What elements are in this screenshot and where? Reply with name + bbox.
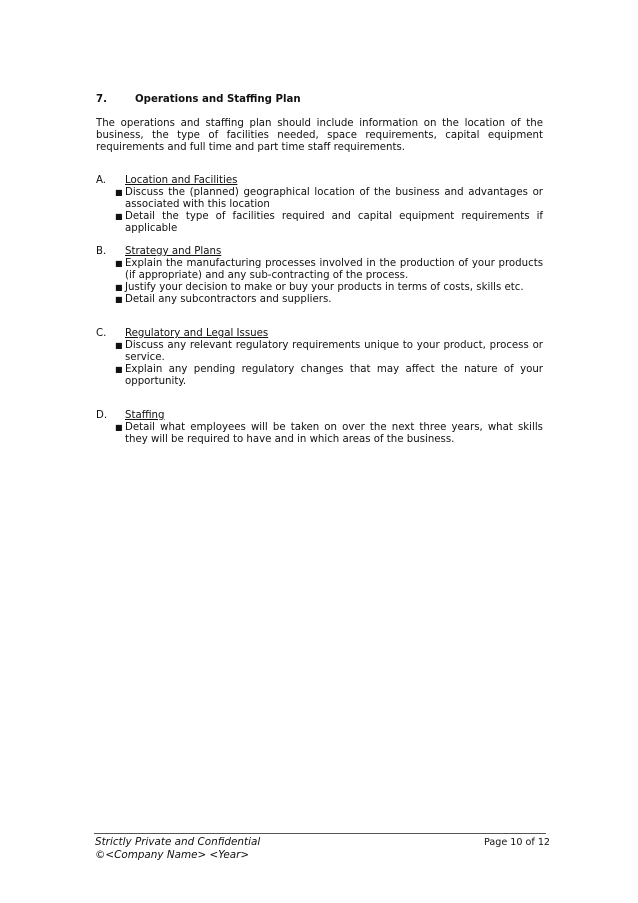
subsection-letter: D.	[96, 410, 108, 421]
bullet-icon: ■	[115, 423, 123, 432]
footer-divider	[94, 833, 546, 834]
bullet-list	[115, 422, 543, 446]
bullet-item: ■ Explain any pending regulatory changes that may affect the nature of your opportunity.	[115, 364, 543, 387]
bullet-icon: ■	[115, 259, 123, 268]
bullet-list	[115, 258, 543, 306]
bullet-list	[115, 187, 543, 235]
intro-paragraph: The operations and staffing plan should include information on the location of the business, the type of facilities needed, space requirements, capital equipment requirements and full time and part time staff requirements.	[96, 118, 543, 153]
subsection-title: Location and Facilities	[125, 175, 238, 186]
subsection-title: Strategy and Plans	[125, 246, 222, 257]
bullet-item: ■ Detail the type of facilities required and capital equipment requirements if applicable	[115, 211, 543, 234]
bullet-icon: ■	[115, 212, 123, 221]
page-number: Page 10 of 12	[484, 837, 551, 848]
footer-left	[95, 836, 260, 862]
bullet-item: ■ Explain the manufacturing processes involved in the production of your products (if appropriate) and any sub-contracting of the process.	[115, 258, 543, 281]
footer-confidential: Strictly Private and Confidential	[95, 836, 261, 848]
bullet-icon: ■	[115, 341, 123, 350]
subsection-letter: B.	[96, 246, 107, 257]
bullet-item: ■ Discuss any relevant regulatory requirements unique to your product, process or service.	[115, 340, 543, 363]
bullet-icon: ■	[115, 283, 123, 292]
subsection-title: Staffing	[125, 410, 165, 421]
bullet-list	[115, 340, 543, 388]
section-number: 7.	[96, 94, 107, 105]
bullet-icon: ■	[115, 295, 123, 304]
bullet-icon: ■	[115, 365, 123, 374]
section-title: Operations and Staffing Plan	[135, 94, 301, 105]
bullet-icon: ■	[115, 188, 123, 197]
footer-copyright: ©<Company Name> <Year>	[95, 849, 250, 861]
bullet-item: ■ Detail any subcontractors and suppliers.	[115, 294, 332, 305]
bullet-item: ■ Discuss the (planned) geographical location of the business and advantages or associated with this location	[115, 187, 543, 210]
bullet-item: ■ Justify your decision to make or buy your products in terms of costs, skills etc.	[115, 282, 524, 293]
subsection-letter: A.	[96, 175, 107, 186]
subsection-title: Regulatory and Legal Issues	[125, 328, 269, 339]
bullet-item: ■ Detail what employees will be taken on over the next three years, what skills they will be required to have and in which areas of the business.	[115, 422, 543, 445]
subsection-letter: C.	[96, 328, 107, 339]
